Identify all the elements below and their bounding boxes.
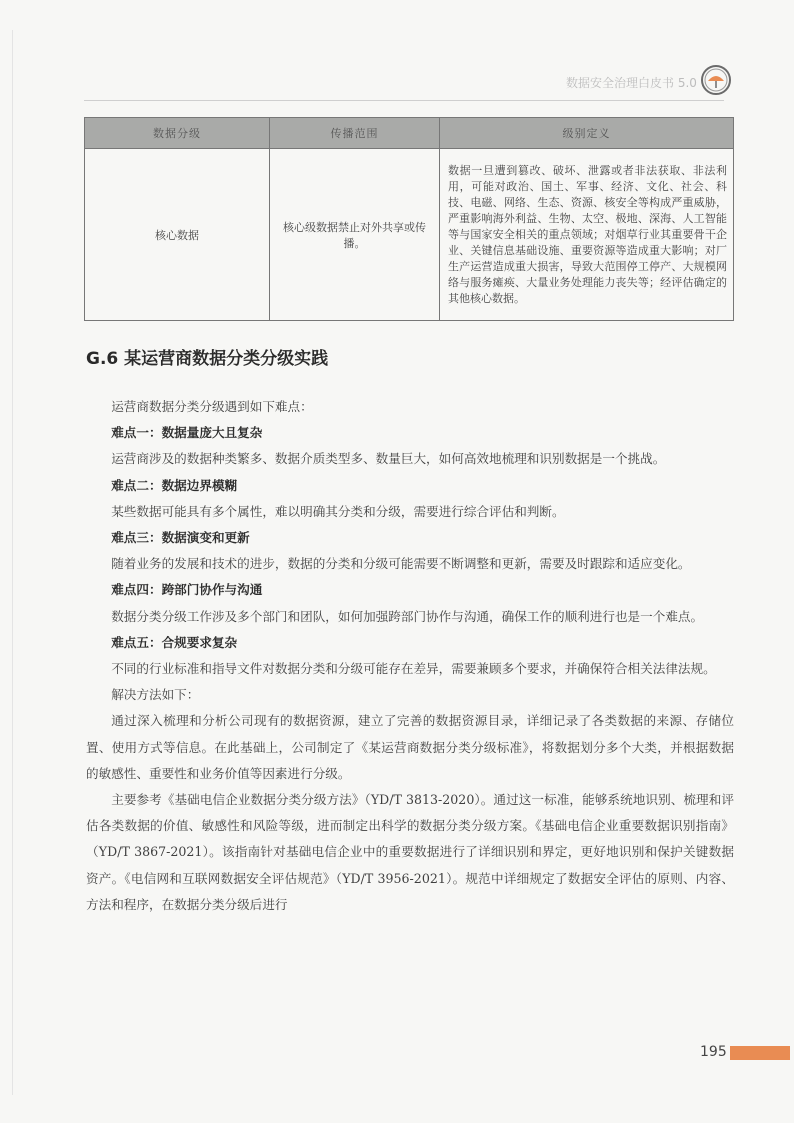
umbrella-logo-icon	[700, 64, 732, 96]
body-paragraph: 运营商数据分类分级遇到如下难点：	[111, 399, 313, 414]
body-paragraph: 运营商涉及的数据种类繁多、数据介质类型多、数量巨大，如何高效地梳理和识别数据是一个挑战。	[111, 451, 666, 467]
classification-table	[84, 117, 734, 321]
body-paragraph: 解决方法如下：	[111, 687, 200, 703]
column-header-level: 数据分级	[85, 118, 270, 149]
cell-scope: 核心级数据禁止对外共享或传播。	[270, 149, 440, 321]
page-edge-line	[12, 30, 13, 1095]
cell-definition: 数据一旦遭到篡改、破坏、泄露或者非法获取、非法利用，可能对政治、国土、军事、经济、文化、社会、科技、电磁、网络、生态、资源、核安全等构成严重威胁，严重影响海外利益、生物、太空、极地、深海、人工智能等与国家安全相关的重点领域；对烟草行业其重要骨干企业、关键信息基础设施、重要资源等造成重大影响；对厂生产运营造成重大损害，导致大范围停工停产、大规模网络与服务瘫痪、大量业务处理能力丧失等；经评估确定的其他核心数据。	[440, 149, 734, 321]
difficulty-heading: 难点二：数据边界模糊	[111, 477, 238, 493]
body-paragraph: 某些数据可能具有多个属性，难以明确其分类和分级，需要进行综合评估和判断。	[111, 503, 565, 519]
column-header-scope: 传播范围	[270, 118, 440, 149]
section-body	[86, 394, 734, 918]
running-header-title: 数据安全治理白皮书 5.0	[566, 76, 697, 90]
difficulty-heading: 难点三：数据演变和更新	[111, 530, 250, 546]
body-paragraph: 随着业务的发展和技术的进步，数据的分类和分级可能需要不断调整和更新，需要及时跟踪和适应变化。	[111, 556, 691, 572]
body-paragraph: 数据分类分级工作涉及多个部门和团队，如何加强跨部门协作与沟通，确保工作的顺利进行也是一个难点。	[111, 608, 704, 624]
body-paragraph: 主要参考《基础电信企业数据分类分级方法》（YD/T 3813-2020）。通过这一标准，能够系统地识别、梳理和评估各类数据的价值、敏感性和风险等级，进而制定出科学的数据分类分级方案。《基础电信企业重要数据识别指南》（YD/T 3867-2021）。该指南针对基础电信企业中的重要数据进行了详细识别和界定，更好地识别和保护关键数据资产。《电信网和互联网数据安全评估规范》（YD/T 3956-2021）。规范中详细规定了数据安全评估的原则、内容、方法和程序，在数据分类分级后进行	[86, 792, 734, 912]
body-paragraph: 通过深入梳理和分析公司现有的数据资源，建立了完善的数据资源目录，详细记录了各类数据的来源、存储位置、使用方式等信息。在此基础上，公司制定了《某运营商数据分类分级标准》，将数据划分多个大类，并根据数据的敏感性、重要性和业务价值等因素进行分级。	[86, 713, 734, 781]
difficulty-heading: 难点一：数据量庞大且复杂	[111, 425, 263, 441]
header-rule	[84, 100, 724, 101]
body-paragraph: 不同的行业标准和指导文件对数据分类和分级可能存在差异，需要兼顾多个要求，并确保符合相关法律法规。	[111, 661, 716, 677]
difficulty-heading: 难点四：跨部门协作与沟通	[111, 582, 263, 598]
cell-level: 核心数据	[85, 149, 270, 321]
section-title: G.6 某运营商数据分类分级实践	[86, 349, 329, 369]
difficulty-heading: 难点五：合规要求复杂	[111, 634, 238, 650]
table-header-row	[85, 118, 734, 149]
column-header-definition: 级别定义	[440, 118, 734, 149]
table-row	[85, 149, 734, 321]
page-number: 195	[700, 1044, 727, 1060]
page-number-accent-bar	[730, 1046, 790, 1060]
